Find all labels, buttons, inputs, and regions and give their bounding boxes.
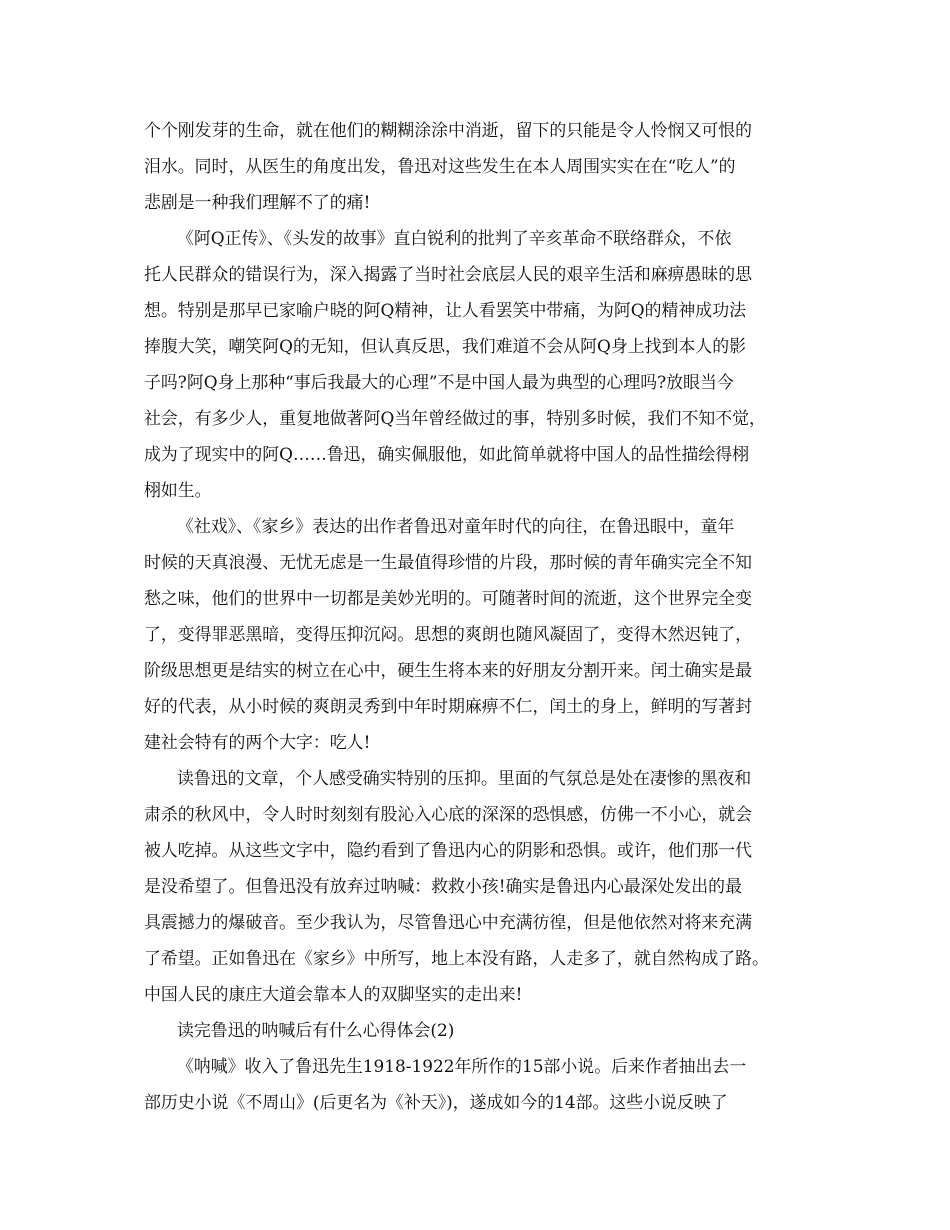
text-line: 部历史小说《不周山》(后更名为《补天》)，遂成如今的14部。这些小说反映了 — [144, 1092, 728, 1112]
text-line: 被人吃掉。从这些文字中，隐约看到了鲁迅内心的阴影和恐惧。或许，他们那一代 — [144, 840, 753, 860]
text-line: 泪水。同时，从医生的角度出发，鲁迅对这些发生在本人周围实实在在“吃人”的 — [144, 156, 736, 176]
text-line: 栩如生。 — [144, 480, 212, 500]
text-line: 时候的天真浪漫、无忧无虑是一生最值得珍惜的片段，那时候的青年确实完全不知 — [144, 552, 753, 572]
text-line: 想。特别是那早已家喻户晓的阿Q精神，让人看罢笑中带痛，为阿Q的精神成功法 — [144, 300, 746, 320]
section-heading: 读完鲁迅的呐喊后有什么心得体会(2) — [177, 1020, 455, 1040]
text-line: 个个刚发芽的生命，就在他们的糊糊涂涂中消逝，留下的只能是令人怜悯又可恨的 — [144, 120, 753, 140]
text-line: 捧腹大笑，嘲笑阿Q的无知，但认真反思，我们难道不会从阿Q身上找到本人的影 — [144, 336, 746, 356]
text-line: 成为了现实中的阿Q……鲁迅，确实佩服他，如此简单就将中国人的品性描绘得栩 — [144, 444, 750, 464]
text-line: 了，变得罪恶黑暗，变得压抑沉闷。思想的爽朗也随风凝固了，变得木然迟钝了， — [144, 624, 753, 644]
text-line: 悲剧是一种我们理解不了的痛! — [144, 192, 371, 212]
text-line: 是没希望了。但鲁迅没有放弃过呐喊：救救小孩!确实是鲁迅内心最深处发出的最 — [144, 876, 742, 896]
text-line: 肃杀的秋风中，令人时时刻刻有股沁入心底的深深的恐惧感，仿佛一不小心，就会 — [144, 804, 753, 824]
text-line: 建社会特有的两个大字：吃人! — [144, 732, 371, 752]
text-line: 《阿Q正传》、《头发的故事》直白锐利的批判了辛亥革命不联络群众，不依 — [177, 228, 732, 248]
text-line: 子吗?阿Q身上那种“事后我最大的心理”不是中国人最为典型的心理吗?放眼当今 — [144, 372, 734, 392]
text-line: 中国人民的康庄大道会靠本人的双脚坚实的走出来! — [144, 984, 523, 1004]
text-line: 具震撼力的爆破音。至少我认为，尽管鲁迅心中充满彷徨，但是他依然对将来充满 — [144, 912, 753, 932]
text-line: 托人民群众的错误行为，深入揭露了当时社会底层人民的艰辛生活和麻痹愚昧的思 — [144, 264, 753, 284]
text-line: 愁之味，他们的世界中一切都是美妙光明的。可随著时间的流逝，这个世界完全变 — [144, 588, 753, 608]
text-line: 了希望。正如鲁迅在《家乡》中所写，地上本没有路，人走多了，就自然构成了路。 — [144, 948, 769, 968]
text-line: 社会，有多少人，重复地做著阿Q当年曾经做过的事，特别多时候，我们不知不觉， — [144, 408, 766, 428]
text-line: 《社戏》、《家乡》表达的出作者鲁迅对童年时代的向往，在鲁迅眼中，童年 — [177, 516, 735, 536]
text-line: 好的代表，从小时候的爽朗灵秀到中年时期麻痹不仁，闰土的身上，鲜明的写著封 — [144, 696, 753, 716]
text-line: 《呐喊》收入了鲁迅先生1918-1922年所作的15部小说。后来作者抽出去一 — [177, 1056, 747, 1076]
text-line: 阶级思想更是结实的树立在心中，硬生生将本来的好朋友分割开来。闰土确实是最 — [144, 660, 753, 680]
text-line: 读鲁迅的文章，个人感受确实特别的压抑。里面的气氛总是处在凄惨的黑夜和 — [177, 768, 752, 788]
